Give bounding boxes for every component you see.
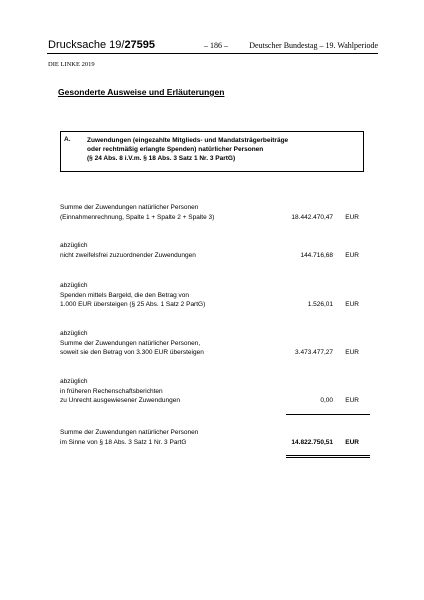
row-wrongly-reported-contributions xyxy=(60,377,370,406)
page-number: – 186 – xyxy=(204,41,228,50)
row-description xyxy=(60,329,260,358)
header-rule xyxy=(47,53,378,54)
row-unassignable-contributions xyxy=(60,241,370,260)
row-final-total xyxy=(60,428,370,447)
subtotal-rule xyxy=(286,414,370,415)
document-number-value: 27595 xyxy=(124,39,156,51)
row-amount: 1.526,01 xyxy=(307,301,333,308)
row-description xyxy=(60,428,260,447)
row-line: Spenden mittels Bargeld, die den Betrag von xyxy=(60,291,190,299)
row-line: Summe der Zuwendungen natürlicher Personen xyxy=(60,429,199,436)
row-cash-donations xyxy=(60,281,370,310)
section-a-line-2: oder rechtmäßig erlangte Spenden) natürlicher Personen xyxy=(87,146,264,153)
section-letter: A. xyxy=(64,136,71,143)
row-amount: 14.822.750,51 xyxy=(291,438,333,446)
row-line: Summe der Zuwendungen natürlicher Personen xyxy=(60,204,199,211)
party-year-label: DIE LINKE 2019 xyxy=(48,61,95,68)
row-currency: EUR xyxy=(345,397,359,404)
section-title: Gesonderte Ausweise und Erläuterungen xyxy=(58,87,225,97)
row-amount: 144.716,68 xyxy=(300,251,333,259)
row-currency: EUR xyxy=(345,438,359,446)
document-label: Drucksache 19/ xyxy=(48,39,125,51)
section-a-heading xyxy=(87,136,359,163)
section-a-line-1: Zuwendungen (eingezahlte Mitglieds- und Mandatsträgerbeiträge xyxy=(87,137,289,144)
row-line: (Einnahmenrechnung, Spalte 1 + Spalte 2 + Spalte 3) xyxy=(60,213,215,221)
row-line: abzüglich xyxy=(60,330,88,337)
row-line: zu Unrecht ausgewiesener Zuwendungen xyxy=(60,397,180,404)
row-line: abzüglich xyxy=(60,282,88,289)
row-total-contributions xyxy=(60,203,370,222)
row-amount: 0,00 xyxy=(320,397,333,404)
parliament-period: Deutscher Bundestag – 19. Wahlperiode xyxy=(249,41,378,50)
row-line: abzüglich xyxy=(60,378,88,385)
row-line: in früheren Rechenschaftsberichten xyxy=(60,387,163,395)
row-line: im Sinne von § 18 Abs. 3 Satz 1 Nr. 3 PartG xyxy=(60,438,187,446)
row-description xyxy=(60,377,260,406)
row-currency: EUR xyxy=(345,301,359,308)
section-a-box xyxy=(60,131,364,172)
row-description xyxy=(60,203,260,222)
row-line: nicht zweifelsfrei zuzuordnender Zuwendungen xyxy=(60,251,196,259)
row-currency: EUR xyxy=(345,349,359,356)
row-line: 1.000 EUR übersteigen (§ 25 Abs. 1 Satz 2 PartG) xyxy=(60,301,206,308)
row-line: soweit sie den Betrag von 3.300 EUR übersteigen xyxy=(60,349,204,356)
row-amount: 3.473.477,27 xyxy=(295,349,333,356)
row-line: Summe der Zuwendungen natürlicher Personen, xyxy=(60,339,201,347)
total-double-rule xyxy=(286,455,370,458)
section-a-line-3: (§ 24 Abs. 8 i.V.m. § 18 Abs. 3 Satz 1 Nr. 3 PartG) xyxy=(87,155,236,162)
row-amount: 18.442.470,47 xyxy=(291,213,333,221)
row-currency: EUR xyxy=(345,251,359,259)
row-currency: EUR xyxy=(345,213,359,221)
row-description xyxy=(60,241,260,260)
row-contributions-above-3300 xyxy=(60,329,370,358)
row-line: abzüglich xyxy=(60,242,88,249)
document-number xyxy=(48,39,155,51)
row-description xyxy=(60,281,260,310)
